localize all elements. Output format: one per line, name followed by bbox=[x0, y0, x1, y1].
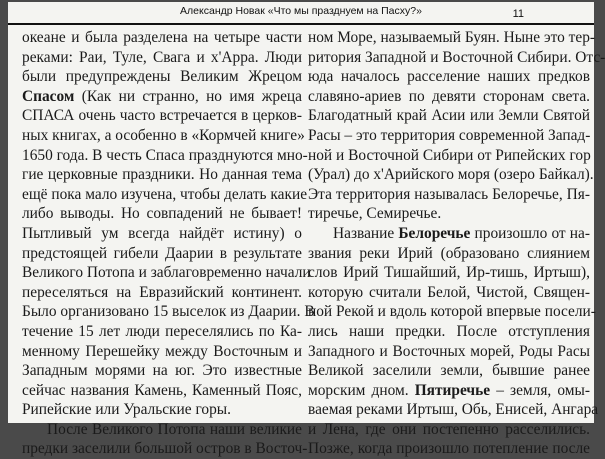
text-line: ещё пока мало изучена, чтобы делать какие bbox=[22, 185, 308, 203]
text-line: (Урал) до х'Арийского моря (озеро Байкал). bbox=[308, 166, 594, 184]
text-line: славяно-ариев по девяти сторонам света. bbox=[308, 87, 590, 105]
text-line: предки заселили большой остров в Восточ- bbox=[22, 440, 308, 458]
text-line: СПАСА очень часто встречается в церков- bbox=[22, 107, 302, 125]
text-line: лись наши предки. После отступления bbox=[308, 322, 590, 340]
text-line: ной и Восточной Сибири от Рипейских гор bbox=[308, 146, 591, 164]
page-number: 11 bbox=[512, 8, 524, 20]
text-line: течение 15 лет люди переселялись по Ка- bbox=[22, 322, 302, 340]
text-line: Западного и Восточных морей, Роды Расы bbox=[308, 342, 590, 360]
text-line: ваемая реками Иртыш, Обь, Енисей, Ангара bbox=[308, 401, 599, 419]
text-line: юда началось расселение наших предков bbox=[308, 68, 590, 86]
text-line: реками: Раи, Туле, Свага и х'Арра. Люди bbox=[22, 48, 302, 66]
text-line: Название Белоречье произошло от на- bbox=[333, 224, 590, 242]
bold-term: Белоречье bbox=[398, 224, 471, 242]
text-line: были предупреждены Великим Жрецом bbox=[22, 68, 302, 86]
header-title: Александр Новак «Что мы празднуем на Пасху?» bbox=[180, 5, 422, 17]
text-line: которую считали Белой, Чистой, Священ- bbox=[308, 283, 590, 301]
text-line: Пытливый ум всегда найдёт истину) о bbox=[22, 224, 302, 242]
text-line: Было организовано 15 выселок из Даарии. В bbox=[22, 303, 315, 321]
bold-term: Пятиречье bbox=[414, 381, 491, 399]
text-line: ном Море, называемый Буян. Ныне это тер- bbox=[308, 29, 596, 46]
text-line: Спасом (Как ни странно, но имя жреца bbox=[22, 87, 302, 105]
text-line: океане и была разделена на четыре части bbox=[22, 29, 302, 46]
text-line: сейчас названия Камень, Каменный Пояс, bbox=[22, 381, 302, 399]
book-page bbox=[8, 2, 605, 458]
text-line: Позже, когда произошло потепление после bbox=[308, 440, 590, 458]
text-line: ных книгах, а особенно в «Кормчей книге» bbox=[22, 126, 305, 144]
text-line: Благодатный край Асии или Земли Святой bbox=[308, 107, 590, 125]
text-line: слов Ирий Тишайший, Ир-тишь, Иртыш), bbox=[308, 264, 590, 282]
text-line: После Великого Потопа наши великие bbox=[47, 420, 302, 438]
text-line: ной Рекой и вдоль которой впервые посели- bbox=[308, 303, 596, 321]
text-line: переселяться на Евразийский континент. bbox=[22, 283, 302, 301]
left-column bbox=[22, 28, 315, 458]
text-line: гие церковные праздники. Но данная тема bbox=[22, 166, 302, 184]
text-line: тиречье, Семиречье. bbox=[308, 205, 442, 223]
text-line: Западным морями на юг. Это известные bbox=[22, 362, 302, 380]
text-line: звания реки Ирий (образовано слиянием bbox=[308, 244, 590, 262]
running-header bbox=[8, 2, 594, 22]
text-line: Рипейские или Уральские горы. bbox=[22, 401, 231, 419]
right-column bbox=[308, 28, 605, 458]
text-line: либо выводы. Но совпадений не бывает! bbox=[22, 205, 302, 223]
text-line: ритория Западной и Восточной Сибири. Отс- bbox=[308, 48, 605, 66]
text-line: и Лена, где они постепенно расселились. bbox=[308, 420, 590, 438]
text-line: менному Перешейку между Восточным и bbox=[22, 342, 302, 360]
text-line: Великого Потопа и заблаговременно начали bbox=[22, 264, 311, 282]
text-line: Великой заселили земли, бывшие ранее bbox=[308, 362, 590, 380]
text-line: предстоящей гибели Даарии в результате bbox=[22, 244, 302, 262]
text-line: 1650 года. В честь Спаса празднуются мно- bbox=[22, 146, 308, 164]
text-line: Расы – это территория современной Запад- bbox=[308, 126, 591, 144]
text-line: морским дном. Пятиречье – земля, омы- bbox=[308, 381, 590, 399]
text-line: Эта территория называлась Белоречье, Пя- bbox=[308, 185, 590, 203]
bold-term: Спасом bbox=[22, 87, 75, 105]
header-rule bbox=[8, 23, 594, 25]
